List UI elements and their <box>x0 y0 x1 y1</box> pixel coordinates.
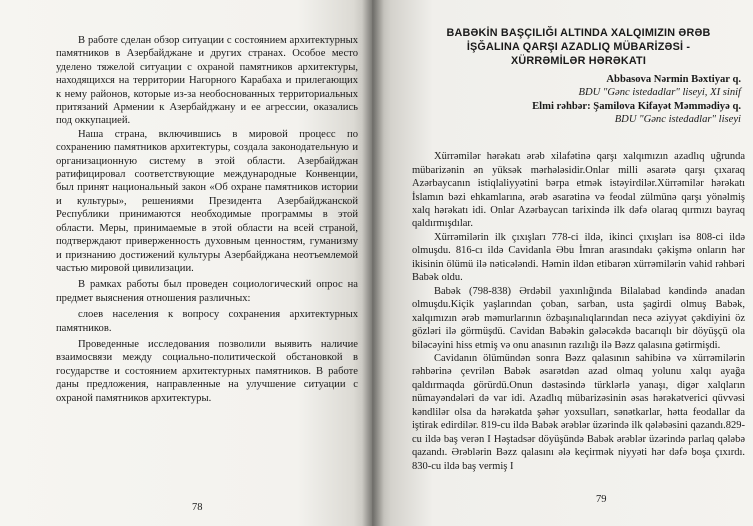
right-page-number: 79 <box>596 494 607 505</box>
right-paragraph-3: Babək (798-838) Ərdəbil yaxınlığında Bilalabad kəndində anadan olmuşdu.Kiçik yaşlarından çoban, sarban, usta şagirdi olmuş Babək, xalqımızın ərəb məmurlarının özbaşınalıqlarından necə əziyyət çəkdiyini öz gözləri ilə görmüşdü. Cavidan Babəkin gələcəkdə bacarıqlı bir döyüşçü ola biləcəyini hiss etmiş və onu anasının razılığı ilə Bəzz qalasına gətirmişdi. <box>412 285 745 351</box>
author-block <box>412 73 745 126</box>
left-page-text <box>56 34 358 405</box>
supervisor-name: Elmi rəhbər: Şamilova Kifayət Məmmədiyə q. <box>532 100 741 112</box>
right-page <box>372 0 753 526</box>
author-name: Abbasova Nərmin Bəxtiyar q. <box>606 74 741 85</box>
article-title <box>412 26 745 68</box>
left-page <box>0 0 372 526</box>
title-line-2: İŞĞALINA QARŞI AZADLIQ MÜBARİZƏSİ - <box>466 41 691 53</box>
right-paragraph-4: Cavidanın ölümündən sonra Bəzz qalasının sahibinə və xürrəmilərin rəhbərinə çevrilən Babək əsarətdən azad olmaq yolunu xalqı ayağa qaldırmaqda görürdü.Onun dəstəsində türklərlə yanaşı, digər xalqların nümayəndələri də var idi. Azadlıq mübarizəsinin əsas hərəkətverici qüvvəsi kəndlilər olsa da hərəkatda şəhər yoxsulları, sənətkarlar, hətta feodallar da iştirak edirdilər. 819-cu ildə Babək ərəblər üzərində ilk qələbəsini qazandı.829-cu ildə baş verən I Həştadsər döyüşündə Babək ərəblər üzərində parlaq qələbə qazandı. Ərəblərin Bəzz qalasını ələ keçirmək niyyəti hər dəfə boşa çıxırdı. 830-cu ildə baş vermiş I <box>412 352 745 472</box>
left-page-number: 78 <box>192 502 203 513</box>
book-gutter-shadow <box>362 0 384 526</box>
left-paragraph-2: Наша страна, включившись в мировой процесс по сохранению памятников архитектуры, создала законодательную и организационную систему в этой области. Азербайджан ратифицировал соответствующие международные Конвенции, был принят национальный закон «Об охране памятников истории и культуры», решениями Президента Азербайджанской Республики принимаются необходимые программы в этой области. Меры, принимаемые в этой области на всей страной, подтверждают приверженность духовным ценностям, гуманизму и признанию достижений культуры Азербайджана неотъемлемой частью мировой цивилизации. <box>56 128 358 274</box>
supervisor-affiliation: BDU "Gənc istedadlar" liseyi <box>614 113 741 125</box>
right-page-text <box>412 150 745 473</box>
title-line-3: XÜRRƏMİLƏR HƏRƏKATI <box>510 55 647 67</box>
left-paragraph-3: В рамках работы был проведен социологический опрос на предмет выяснения отношения различных: <box>56 279 358 304</box>
author-affiliation: BDU "Gənc istedadlar" liseyi, XI sinif <box>578 87 741 99</box>
left-paragraph-4: слоев населения к вопросу сохранения архитектурных памятников. <box>56 309 358 334</box>
right-paragraph-2: Xürrəmilərin ilk çıxışları 778-ci ildə, ikinci çıxışları isə 808-ci ildə olmuşdu. 816-cı ildə Cavidanla Əbu İmran arasındakı çəkişmə onların hər ikisinin ölümü ilə nəticələndi. Həmin ildən etibarən xürrəmilərin vahid rəhbəri Babək oldu. <box>412 231 745 284</box>
left-paragraph-1: В работе сделан обзор ситуации с состоянием архитектурных памятников в Азербайджане и других странах. Особое место уделено тяжелой ситуации с охраной памятников архитектуры, находящихся на территории Нагорного Карабаха и прилегающих к нему районов, которые из-за необоснованных территориальных притязаний Армении к Азербайджану и ее агрессии, оказались под оккупацией. <box>56 35 358 127</box>
left-paragraph-5: Проведенные исследования позволили выявить наличие взаимосвязи между социально-политической обстановкой в государстве и состоянием архитектурных памятников. В работе даны предложения, направленные на улучшение ситуации с охраной памятников архитектуры. <box>56 338 358 404</box>
right-paragraph-1: Xürrəmilər hərəkatı ərəb xilafətinə qarşı xalqımızın azadlıq uğrunda mübarizənin ən yüksək mərhələsidir.Onlar milli əsarətə qarşı çıxaraq Azərbaycanın istiqlaliyyətini bərpa etmək istəyirdilər.Xürrəmilər hərəkatı İslamın bəzi ehkamlarına, ərəb əsarətinə və feodal zülmünə qarşı yönəlmiş xalq hərəkatı idi. Onlar Azərbaycan tarixində ilk dəfə olaraq qırmızı bayraq qaldırmışdılar. <box>412 151 745 230</box>
title-line-1: BABƏKİN BAŞÇILIĞI ALTINDA XALQIMIZIN ƏRƏB <box>446 27 711 39</box>
